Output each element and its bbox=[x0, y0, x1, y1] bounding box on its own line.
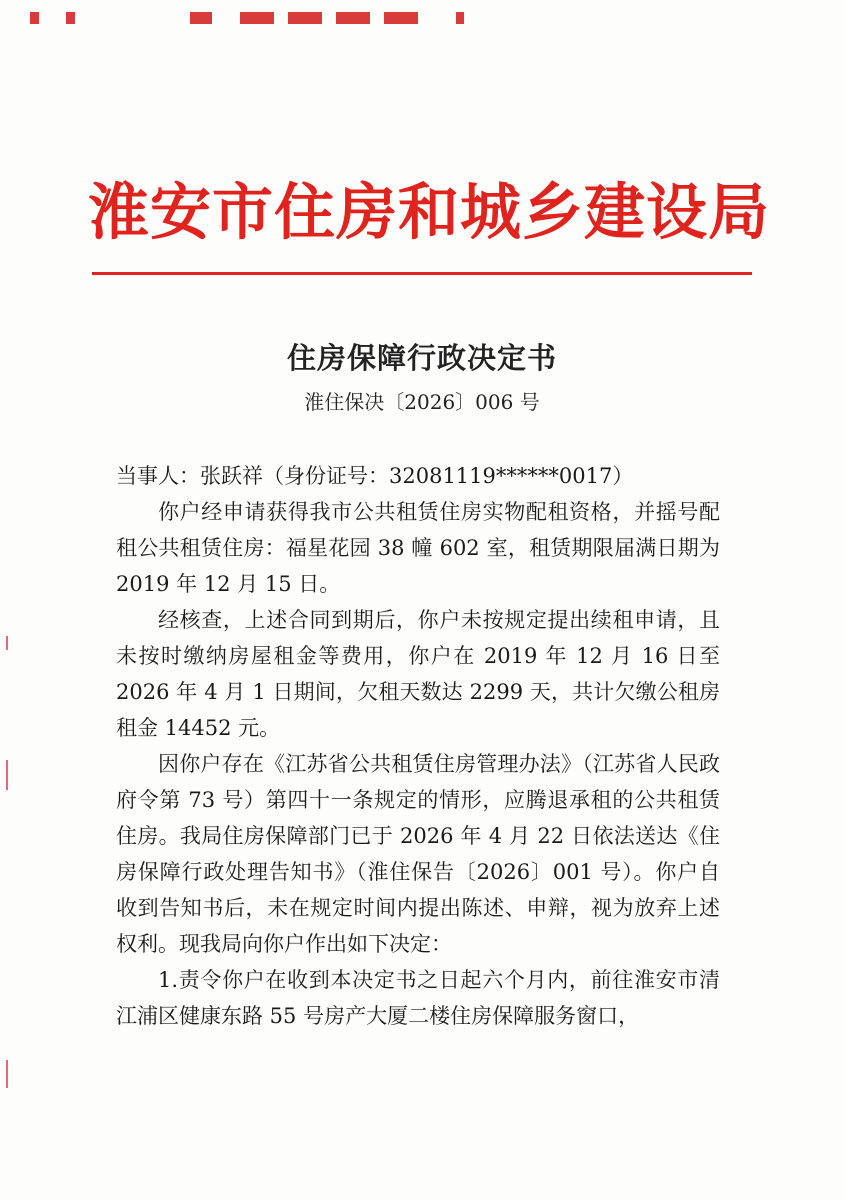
party-line: 当事人：张跃祥（身份证号：32081119******0017） bbox=[116, 464, 634, 488]
document-body bbox=[116, 458, 720, 1034]
scan-mark bbox=[240, 12, 274, 24]
document-number: 淮住保决〔2026〕006 号 bbox=[304, 390, 540, 414]
letterhead-red-rule bbox=[92, 272, 752, 275]
scan-mark bbox=[384, 12, 418, 24]
scan-mark bbox=[30, 12, 39, 24]
body-paragraph: 因你户存在《江苏省公共租赁住房管理办法》（江苏省人民政府令第 73 号）第四十一条规定的情形，应腾退承租的公共租赁住房。我局住房保障部门已于 2026 年 4 月 22 日依法送达《住房保障行政处理告知书》（淮住保告〔2026〕001 号）。你户自收到告知书后，未在规定时间内提出陈述、申辩，视为放弃上述权利。现我局向你户作出如下决定： bbox=[116, 752, 720, 956]
scan-edge-mark bbox=[6, 760, 8, 790]
scan-edge-mark bbox=[6, 636, 8, 650]
body-paragraph: 1.责令你户在收到本决定书之日起六个月内，前往淮安市清江浦区健康东路 55 号房产大厦二楼住房保障服务窗口， bbox=[116, 968, 720, 1028]
letterhead-agency-name: 淮安市住房和城乡建设局 bbox=[88, 177, 771, 248]
scan-mark bbox=[456, 12, 464, 24]
scan-mark bbox=[336, 12, 370, 24]
scan-mark bbox=[66, 12, 75, 24]
document-title: 住房保障行政决定书 bbox=[286, 341, 557, 375]
scan-edge-mark bbox=[6, 1060, 8, 1088]
body-paragraph: 经核查，上述合同到期后，你户未按规定提出续租申请，且未按时缴纳房屋租金等费用，你户在 2019 年 12 月 16 日至 2026 年 4 月 1 日期间，欠租天数达 2299 天，共计欠缴公租房租金 14452 元。 bbox=[116, 608, 720, 740]
scan-artifact-marks bbox=[0, 8, 844, 28]
scan-mark bbox=[190, 12, 212, 24]
scan-mark bbox=[288, 12, 322, 24]
body-paragraph: 你户经申请获得我市公共租赁住房实物配租资格，并摇号配租公共租赁住房：福星花园 38 幢 602 室，租赁期限届满日期为 2019 年 12 月 15 日。 bbox=[116, 500, 720, 596]
